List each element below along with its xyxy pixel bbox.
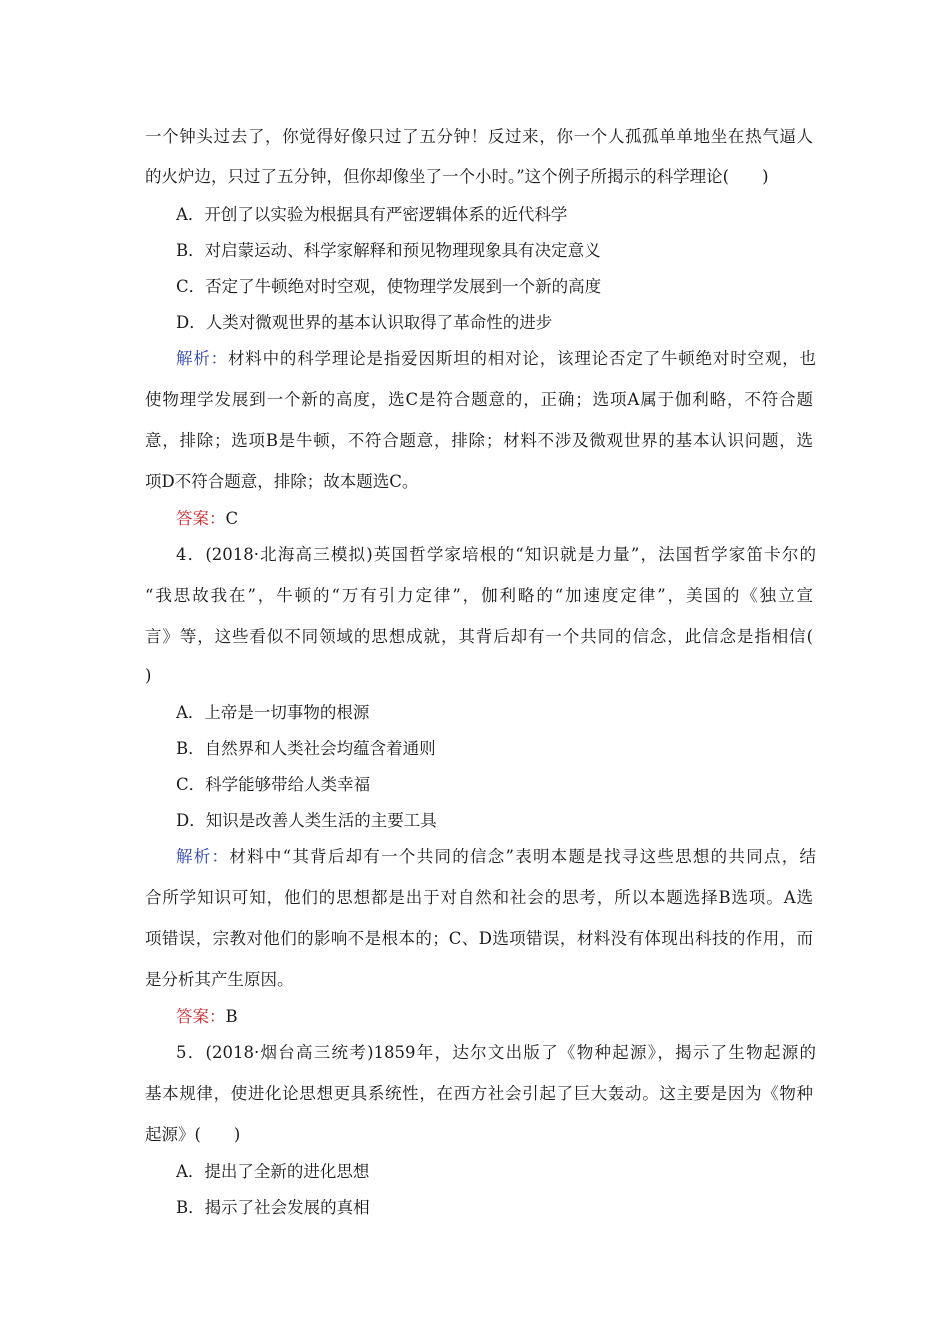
q4-stem-line-1: 4．(2018·北海高三模拟)英国哲学家培根的“知识就是力量”，法国哲学家笛卡尔的 — [176, 545, 816, 564]
q4-analysis-text-1: 材料中“其背后却有一个共同的信念”表明本题是找寻这些思想的共同点，结 — [229, 847, 816, 866]
q3-answer — [176, 509, 816, 529]
q4-answer — [176, 1007, 816, 1027]
q3-answer-label: 答案： — [176, 509, 226, 528]
q4-analysis-line-2: 合所学知识可知，他们的思想都是出于对自然和社会的思考，所以本题选择B选项。A选 — [145, 888, 813, 907]
q4-analysis-line-4: 是分析其产生原因。 — [145, 970, 294, 989]
q5-option-a: A．提出了全新的进化思想 — [176, 1162, 370, 1181]
q4-option-c: C．科学能够带给人类幸福 — [176, 775, 371, 794]
q4-option-a: A．上帝是一切事物的根源 — [176, 703, 370, 722]
q4-analysis-label: 解析： — [176, 847, 230, 866]
q4-answer-value: B — [225, 1007, 238, 1026]
q4-analysis-line-1 — [176, 847, 816, 867]
q3-stem-line-1: 一个钟头过去了，你觉得好像只过了五分钟！反过来，你一个人孤孤单单地坐在热气逼人 — [145, 127, 813, 146]
q3-stem-line-2: 的火炉边，只过了五分钟，但你却像坐了一个小时。”这个例子所揭示的科学理论( ) — [145, 167, 769, 186]
q3-analysis-line-3: 意，排除；选项B是牛顿，不符合题意，排除；材料不涉及微观世界的基本认识问题，选 — [145, 431, 813, 450]
q3-answer-value: C — [225, 509, 239, 528]
q3-analysis-text-1: 材料中的科学理论是指爱因斯坦的相对论，该理论否定了牛顿绝对时空观，也 — [227, 349, 816, 368]
q3-option-a: A．开创了以实验为根据具有严密逻辑体系的近代科学 — [176, 205, 568, 224]
q3-analysis-line-2: 使物理学发展到一个新的高度，选C是符合题意的，正确；选项A属于伽利略，不符合题 — [145, 390, 813, 409]
q4-stem-line-4: ) — [145, 666, 152, 685]
q5-stem-line-3: 起源》( ) — [145, 1125, 241, 1144]
q3-option-d: D．人类对微观世界的基本认识取得了革命性的进步 — [176, 313, 553, 332]
q4-option-d: D．知识是改善人类生活的主要工具 — [176, 811, 437, 830]
q5-option-b: B．揭示了社会发展的真相 — [176, 1198, 370, 1217]
q4-answer-label: 答案： — [176, 1007, 226, 1026]
q3-option-b: B．对启蒙运动、科学家解释和预见物理现象具有决定意义 — [176, 241, 601, 260]
q5-stem-line-1: 5．(2018·烟台高三统考)1859年，达尔文出版了《物种起源》，揭示了生物起源的 — [176, 1043, 816, 1062]
q3-analysis-line-4: 项D不符合题意，排除；故本题选C。 — [145, 472, 419, 491]
q4-stem-line-3: 言》等，这些看似不同领域的思想成就，其背后却有一个共同的信念，此信念是指相信( — [145, 627, 813, 646]
q4-stem-line-2: “我思故我在”，牛顿的“万有引力定律”，伽利略的“加速度定律”，美国的《独立宣 — [145, 586, 813, 605]
q4-analysis-line-3: 项错误，宗教对他们的影响不是根本的；C、D选项错误，材料没有体现出科技的作用，而 — [145, 929, 813, 948]
q3-option-c: C．否定了牛顿绝对时空观，使物理学发展到一个新的高度 — [176, 277, 602, 296]
q3-analysis-line-1 — [176, 349, 816, 369]
q5-stem-line-2: 基本规律，使进化论思想更具系统性，在西方社会引起了巨大轰动。这主要是因为《物种 — [145, 1084, 813, 1103]
q3-analysis-label: 解析： — [176, 349, 228, 368]
q4-option-b: B．自然界和人类社会均蕴含着通则 — [176, 739, 436, 758]
